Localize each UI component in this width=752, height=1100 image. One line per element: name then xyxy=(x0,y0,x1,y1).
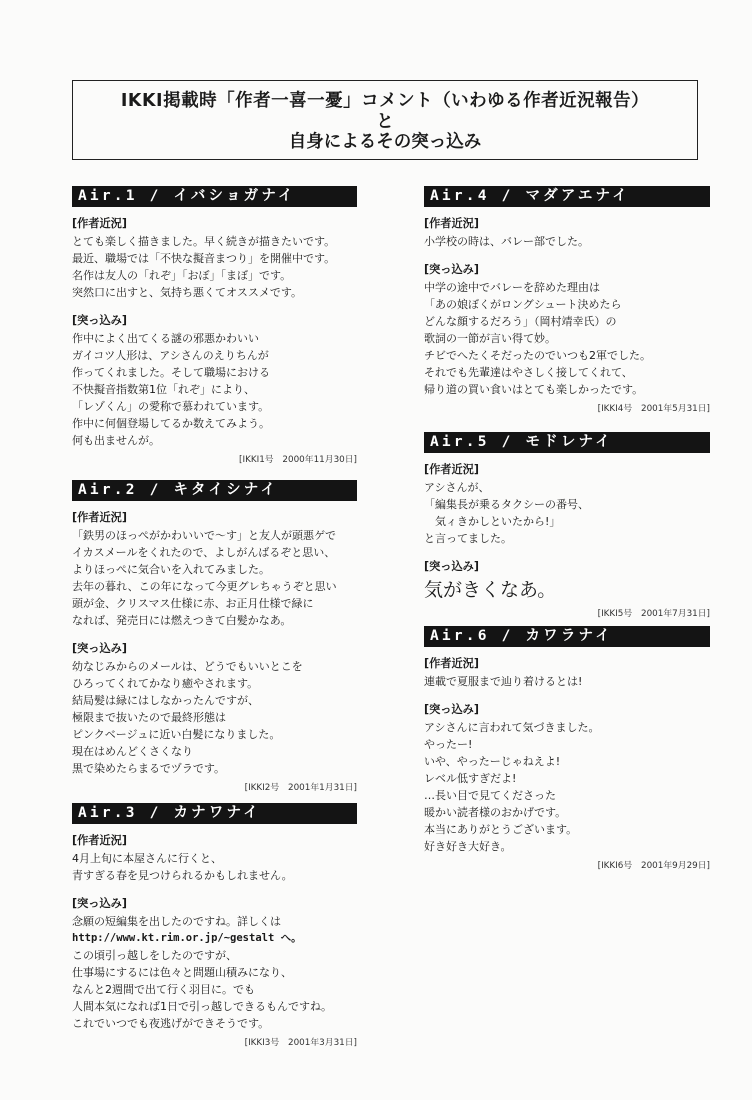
text-line: アシさんに言われて気づきました。 xyxy=(424,721,600,734)
section-air-6 xyxy=(424,626,710,873)
text-line: 「あの娘ぼくがロングシュート決めたら xyxy=(424,298,622,311)
text-line: 突然口に出すと、気持ち悪くてオススメです。 xyxy=(72,286,303,299)
text-line: 小学校の時は、バレー部でした。 xyxy=(424,235,589,248)
text-line: 人間本気になれば1日で引っ越しできるもんですね。 xyxy=(72,1000,332,1013)
text-line: 連載で夏服まで辿り着けるとは! xyxy=(424,675,583,688)
text-line: 作中によく出てくる謎の邪悪かわいい xyxy=(72,332,259,345)
page-subtitle: 自身によるその突っ込み xyxy=(288,132,482,152)
text-line: 仕事場にするには色々と問題山積みになり、 xyxy=(72,966,292,979)
section-title-bar: Air.2 / キタイシナイ xyxy=(72,480,357,501)
text-line: 中学の途中でバレーを辞めた理由は xyxy=(424,281,600,294)
text-line: 頭が金、クリスマス仕様に赤、お正月仕様で緑に xyxy=(72,597,314,610)
text-line: 最近、職場では「不快な擬音まつり」を開催中です。 xyxy=(72,252,336,265)
tsukkomi-label: [突っ込み] xyxy=(424,560,479,573)
tsukkomi-label: [突っ込み] xyxy=(72,897,127,910)
text-line: 「レゾくん」の愛称で慕われています。 xyxy=(72,400,270,413)
title-box xyxy=(72,80,698,160)
kinkyo-text xyxy=(72,850,357,884)
text-line: 気ィきかしといたから!」 xyxy=(424,515,561,528)
text-line: 作中に何個登場してるか数えてみよう。 xyxy=(72,417,270,430)
tsukkomi-text xyxy=(424,719,710,855)
text-line: これでいつでも夜逃げができそうです。 xyxy=(72,1017,270,1030)
text-line: 何も出ませんが。 xyxy=(72,434,160,447)
text-line: 幼なじみからのメールは、どうでもいいとこを xyxy=(72,660,303,673)
kinkyo-label: [作者近況] xyxy=(424,463,479,476)
kinkyo-text xyxy=(72,233,357,301)
text-line: それでも先輩達はやさしく接してくれて、 xyxy=(424,366,633,379)
text-line: 暖かい読者様のおかげです。 xyxy=(424,806,567,819)
text-line: 「編集長が乗るタクシーの番号、 xyxy=(424,498,589,511)
section-title-bar: Air.1 / イバショガナイ xyxy=(72,186,357,207)
section-title-bar: Air.4 / マダアエナイ xyxy=(424,186,710,207)
text-line: 4月上旬に本屋さんに行くと、 xyxy=(72,852,222,865)
text-line: この頃引っ越しをしたのですが、 xyxy=(72,949,237,962)
text-line: レベル低すぎだよ! xyxy=(424,772,517,785)
kinkyo-label: [作者近況] xyxy=(72,217,127,230)
url-line[interactable]: http://www.kt.rim.or.jp/~gestalt へ。 xyxy=(72,932,302,944)
tsukkomi-label: [突っ込み] xyxy=(424,263,479,276)
text-line: 不快擬音指数第1位「れぞ」により、 xyxy=(72,383,255,396)
text-line: やったー! xyxy=(424,738,473,751)
text-line: 気がきくなあ。 xyxy=(424,579,557,601)
kinkyo-text xyxy=(424,233,710,250)
source-note: [IKKI1号 2000年11月30日] xyxy=(239,455,357,465)
source-note: [IKKI5号 2001年7月31日] xyxy=(597,609,710,619)
tsukkomi-text xyxy=(72,330,357,449)
kinkyo-label: [作者近況] xyxy=(424,657,479,670)
page-title: IKKI掲載時「作者一喜一憂」コメント（いわゆる作者近況報告） xyxy=(120,91,650,111)
text-line: 本当にありがとうございます。 xyxy=(424,823,578,836)
section-air-5 xyxy=(424,432,710,621)
text-line: よりほっぺに気合いを入れてみました。 xyxy=(72,563,270,576)
text-line: 歌詞の一節が言い得て妙。 xyxy=(424,332,556,345)
tsukkomi-label: [突っ込み] xyxy=(424,703,479,716)
text-line: なれば、発売日には燃えつきて白髪かなあ。 xyxy=(72,614,292,627)
text-line: いや、やったーじゃねえよ! xyxy=(424,755,561,768)
text-line: 結局髪は緑にはしなかったんですが、 xyxy=(72,694,259,707)
section-air-4 xyxy=(424,186,710,416)
tsukkomi-text xyxy=(424,279,710,398)
text-line: 好き好き大好き。 xyxy=(424,840,512,853)
text-line: ガイコツ人形は、アシさんのえりちんが xyxy=(72,349,269,362)
section-title-bar: Air.6 / カワラナイ xyxy=(424,626,710,647)
text-line: イカスメールをくれたので、よしがんばるぞと思い、 xyxy=(72,546,336,559)
text-line: どんな顔するだろう」（岡村靖幸氏）の xyxy=(424,315,617,328)
text-line: …長い目で見てくださった xyxy=(424,789,556,802)
tsukkomi-text xyxy=(72,658,357,777)
kinkyo-text xyxy=(424,673,710,690)
text-line: 帰り道の買い食いはとても楽しかったです。 xyxy=(424,383,644,396)
text-line: 極限まで抜いたので最終形態は xyxy=(72,711,226,724)
text-line: 作ってくれました。そして職場における xyxy=(72,366,270,379)
section-air-3 xyxy=(72,803,357,1050)
text-line: アシさんが、 xyxy=(424,481,490,494)
source-note: [IKKI6号 2001年9月29日] xyxy=(597,861,710,871)
kinkyo-text xyxy=(72,527,357,629)
text-line: なんと2週間で出て行く羽目に。でも xyxy=(72,983,255,996)
tsukkomi-text xyxy=(424,577,710,603)
text-line: ピンクベージュに近い白髪になりました。 xyxy=(72,728,281,741)
text-line: 「鉄男のほっぺがかわいいで～す」と友人が頭悪ゲで xyxy=(72,529,336,542)
text-line: 黒で染めたらまるでヅラです。 xyxy=(72,762,226,775)
text-line: 現在はめんどくさくなり xyxy=(72,745,193,758)
source-note: [IKKI2号 2001年1月31日] xyxy=(244,783,357,793)
tsukkomi-label: [突っ込み] xyxy=(72,314,127,327)
tsukkomi-label: [突っ込み] xyxy=(72,642,127,655)
text-line: チビでへたくそだったのでいつも2軍でした。 xyxy=(424,349,651,362)
section-title-bar: Air.5 / モドレナイ xyxy=(424,432,710,453)
tsukkomi-text xyxy=(72,913,357,1032)
kinkyo-label: [作者近況] xyxy=(424,217,479,230)
kinkyo-label: [作者近況] xyxy=(72,511,127,524)
source-note: [IKKI3号 2001年3月31日] xyxy=(244,1038,357,1048)
text-line: と言ってました。 xyxy=(424,532,512,545)
source-note: [IKKI4号 2001年5月31日] xyxy=(597,404,710,414)
text-line: 念願の短編集を出したのですね。詳しくは xyxy=(72,915,281,928)
text-line: 去年の暮れ、この年になって今更グレちゃうぞと思い xyxy=(72,580,337,593)
section-air-1 xyxy=(72,186,357,467)
kinkyo-label: [作者近況] xyxy=(72,834,127,847)
text-line: 名作は友人の「れぞ」「おぼ」「まぼ」です。 xyxy=(72,269,292,282)
text-line: とても楽しく描きました。早く続きが描きたいです。 xyxy=(72,235,336,248)
section-title-bar: Air.3 / カナワナイ xyxy=(72,803,357,824)
section-air-2 xyxy=(72,480,357,795)
text-line: ひろってくれてかなり癒やされます。 xyxy=(72,677,259,690)
text-line: 青すぎる春を見つけられるかもしれません。 xyxy=(72,869,293,882)
kinkyo-text xyxy=(424,479,710,547)
page-title-connector: と xyxy=(376,112,394,132)
